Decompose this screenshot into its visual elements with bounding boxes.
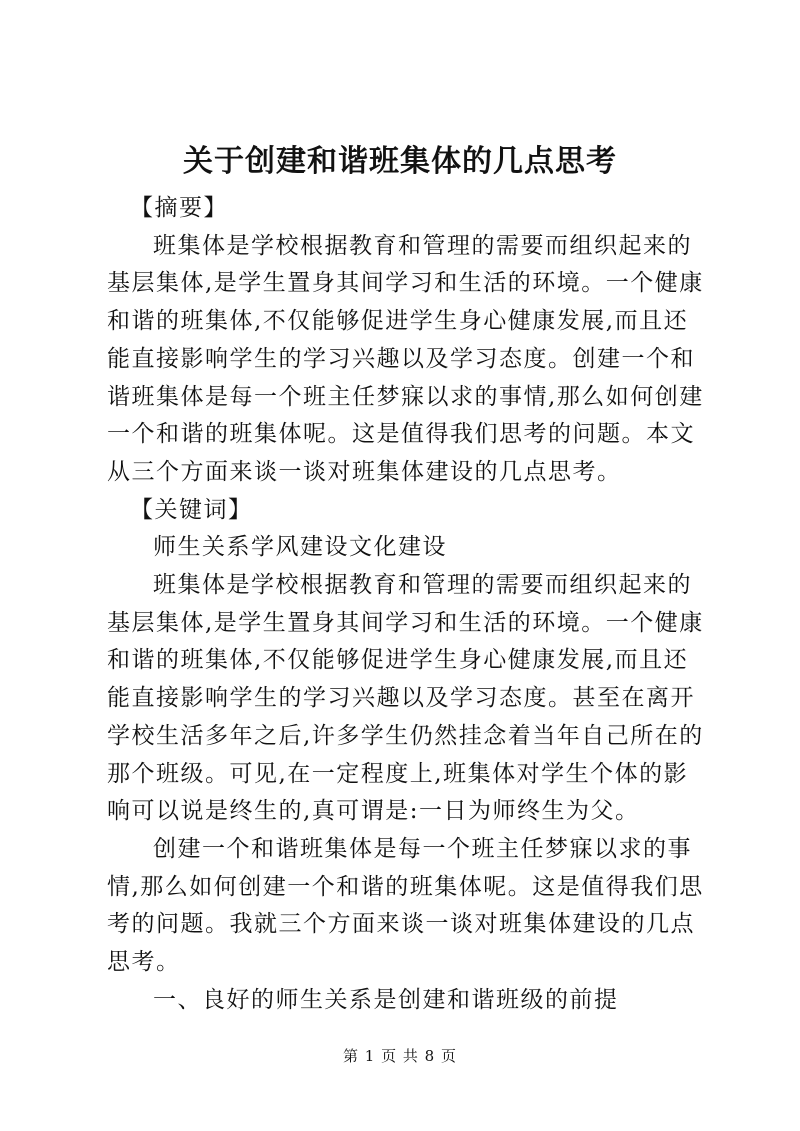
page-footer: 第 1 页 共 8 页: [343, 1047, 457, 1065]
abstract-label: 【摘要】: [130, 195, 228, 221]
keywords-label: 【关键词】: [130, 496, 253, 523]
abstract-paragraph: 班集体是学校根据教育和管理的需要而组织起来的基层集体,是学生置身其间学习和生活的环境。一个健康和谐的班集体,不仅能够促进学生身心健康发展,而且还能直接影响学生的学习兴趣以及学习态度。创建一个和谐班集体是每一个班主任梦寐以求的事情,那么如何创建一个和谐的班集体呢。这是值得我们思考的问题。本文从三个方面来谈一谈对班集体建设的几点思考。: [107, 232, 704, 485]
document-title: 关于创建和谐班集体的几点思考: [183, 144, 617, 179]
body-paragraph-2: 创建一个和谐班集体是每一个班主任梦寐以求的事情,那么如何创建一个和谐的班集体呢。这是值得我们思考的问题。我就三个方面来谈一谈对班集体建设的几点思考。: [107, 835, 704, 976]
document-body: [107, 190, 707, 1019]
section-heading-1: 一、良好的师生关系是创建和谐班级的前提: [153, 986, 619, 1013]
keywords-paragraph: 师生关系学风建设文化建设: [153, 534, 447, 561]
body-paragraph-1: 班集体是学校根据教育和管理的需要而组织起来的基层集体,是学生置身其间学习和生活的环境。一个健康和谐的班集体,不仅能够促进学生身心健康发展,而且还能直接影响学生的学习兴趣以及学习态度。甚至在离开学校生活多年之后,许多学生仍然挂念着当年自己所在的那个班级。可见,在一定程度上,班集体对学生个体的影响可以说是终生的,真可谓是:一日为师终生为父。: [107, 572, 704, 825]
